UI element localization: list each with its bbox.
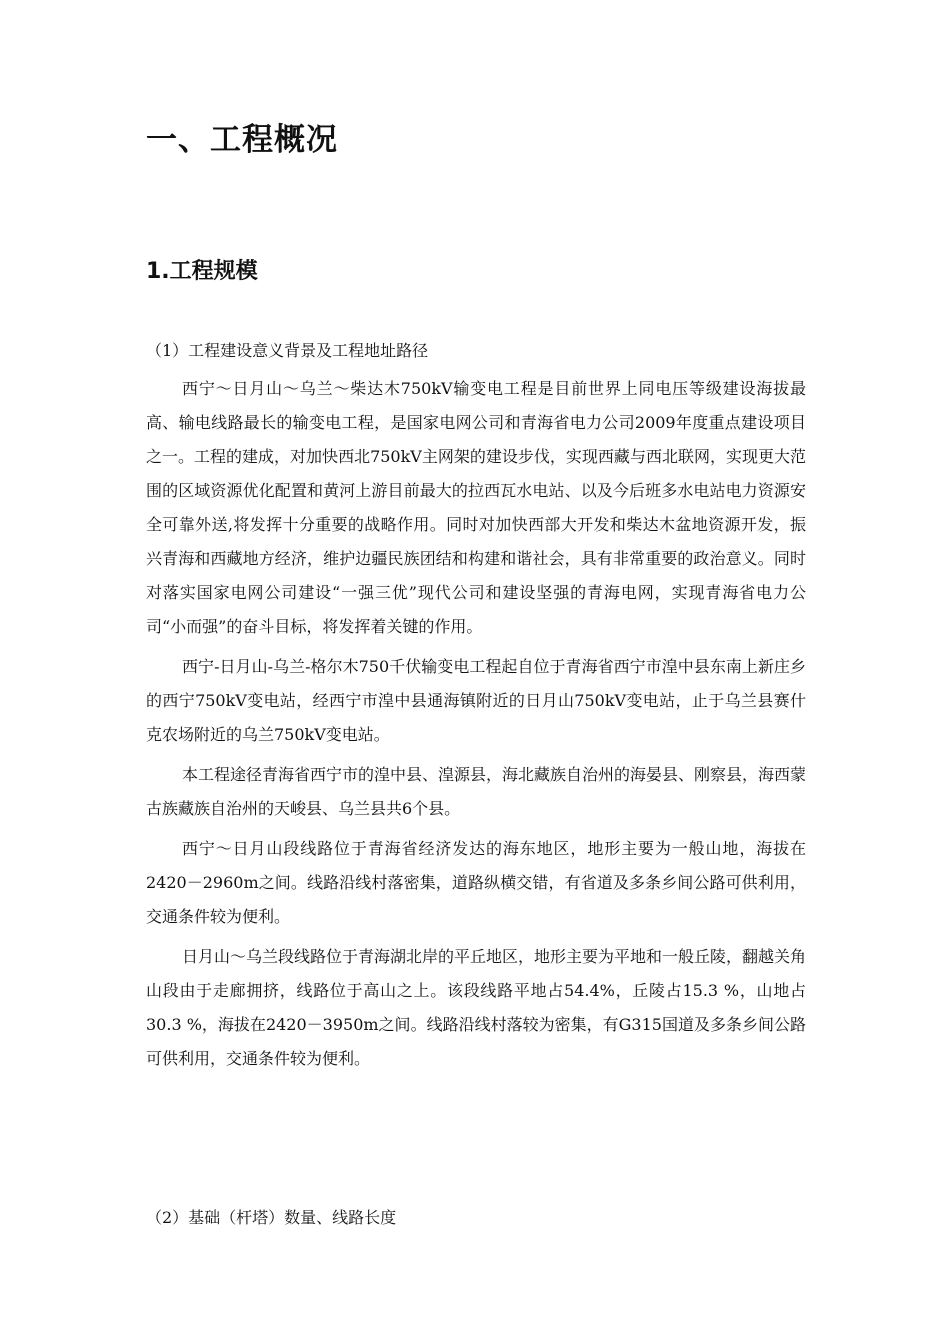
paragraph: 西宁～日月山段线路位于青海省经济发达的海东地区，地形主要为一般山地，海拔在2420－2960m之间。线路沿线村落密集，道路纵横交错，有省道及多条乡间公路可供利用，交通条件较为便利。 [146, 839, 806, 926]
body-text [146, 372, 806, 1082]
paragraph: 日月山～乌兰段线路位于青海湖北岸的平丘地区，地形主要为平地和一般丘陵，翻越关角山段由于走廊拥挤，线路位于高山之上。该段线路平地占54.4%，丘陵占15.3 %，山地占30.3 %，海拔在2420－3950m之间。线路沿线村落较为密集，有G315国道及多条乡间公路可供利用，交通条件较为便利。 [146, 947, 807, 1068]
chapter-heading: 一、工程概况 [146, 122, 338, 158]
paragraph: 西宁-日月山-乌兰-格尔木750千伏输变电工程起自位于青海省西宁市湟中县东南上新庄乡的西宁750kV变电站，经西宁市湟中县通海镇附近的日月山750kV变电站，止于乌兰县赛什克农场附近的乌兰750kV变电站。 [146, 657, 806, 744]
subsection-heading-1: （1）工程建设意义背景及工程地址路径 [146, 341, 429, 360]
paragraph: 西宁～日月山～乌兰～柴达木750kV输变电工程是目前世界上同电压等级建设海拔最高、输电线路最长的输变电工程，是国家电网公司和青海省电力公司2009年度重点建设项目之一。工程的建成，对加快西北750kV主网架的建设步伐，实现西藏与西北联网，实现更大范围的区域资源优化配置和黄河上游目前最大的拉西瓦水电站、以及今后班多水电站电力资源安全可靠外送,将发挥十分重要的战略作用。同时对加快西部大开发和柴达木盆地资源开发，振兴青海和西藏地方经济，维护边疆民族团结和构建和谐社会，具有非常重要的政治意义。同时对落实国家电网公司建设“一强三优”现代公司和建设坚强的青海电网，实现青海省电力公司“小而强”的奋斗目标，将发挥着关键的作用。 [146, 379, 806, 636]
paragraph: 本工程途径青海省西宁市的湟中县、湟源县，海北藏族自治州的海晏县、刚察县，海西蒙古族藏族自治州的天峻县、乌兰县共6个县。 [146, 765, 807, 818]
subsection-heading-2: （2）基础（杆塔）数量、线路长度 [146, 1208, 397, 1227]
section-heading: 1.工程规模 [146, 259, 258, 284]
